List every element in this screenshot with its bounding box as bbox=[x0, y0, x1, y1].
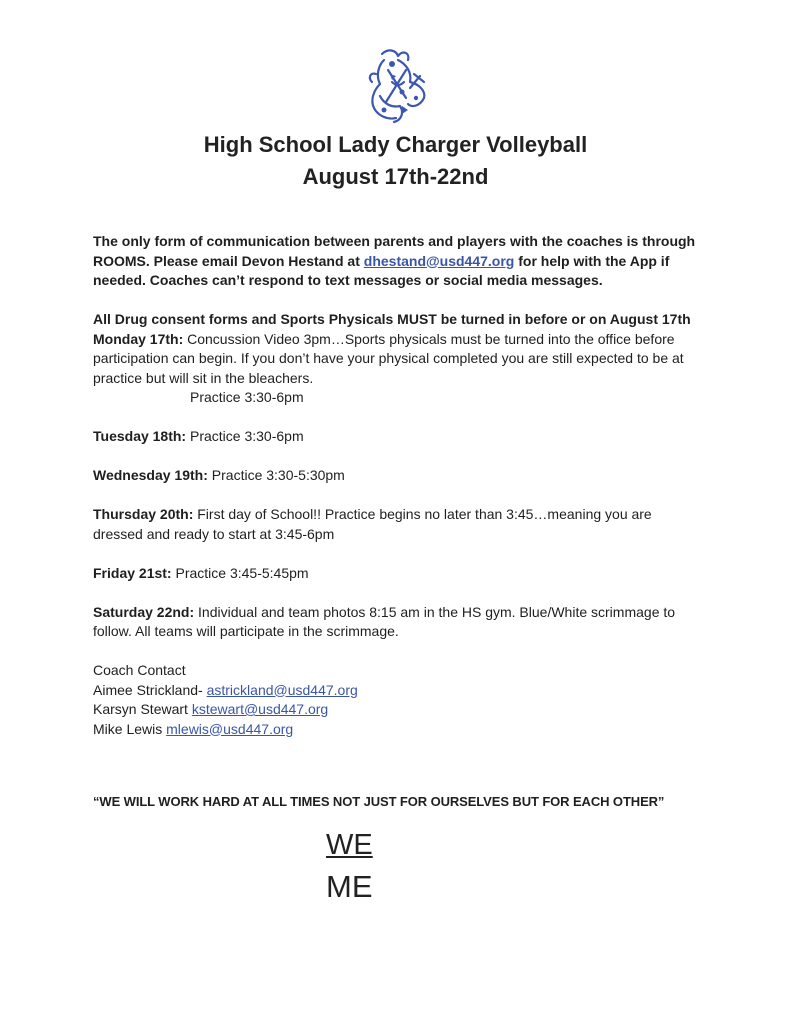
schedule-saturday: Saturday 22nd: Individual and team photos 8:15 am in the HS gym. Blue/White scrimmage to follow. All teams will participate in the scrimmage. bbox=[93, 603, 676, 639]
schedule-wednesday: Wednesday 19th: Practice 3:30-5:30pm bbox=[93, 467, 345, 483]
strickland-email-link[interactable]: astrickland@usd447.org bbox=[206, 681, 358, 698]
forms-notice: All Drug consent forms and Sports Physicals MUST be turned in before or on August 17th bbox=[93, 311, 691, 327]
we-text: WE bbox=[326, 829, 373, 861]
charger-logo-icon bbox=[362, 46, 432, 124]
me-text: ME bbox=[326, 869, 373, 904]
document-body bbox=[93, 232, 703, 739]
schedule-monday-practice: Practice 3:30-6pm bbox=[190, 389, 304, 405]
schedule-friday: Friday 21st: Practice 3:45-5:45pm bbox=[93, 564, 309, 581]
hestand-email-link[interactable]: dhestand@usd447.org bbox=[363, 252, 515, 269]
coach-contact-stewart: Karsyn Stewart kstewart@usd447.org bbox=[93, 701, 329, 717]
intro-paragraph: The only form of communication between parents and players with the coaches is through ROOMS. Please email Devon Hestand at dhestand@usd447.org for help with the App if needed. Coaches can’t respond to text messages or social media messages. bbox=[93, 233, 696, 288]
stewart-email-link[interactable]: kstewart@usd447.org bbox=[191, 701, 329, 717]
coach-contact-strickland: Aimee Strickland- astrickland@usd447.org bbox=[93, 681, 358, 698]
schedule-tuesday: Tuesday 18th: Practice 3:30-6pm bbox=[93, 428, 304, 444]
coach-contact-lewis: Mike Lewis mlewis@usd447.org bbox=[93, 720, 294, 737]
coach-contact-heading: Coach Contact bbox=[93, 662, 186, 678]
team-motto-quote: “WE WILL WORK HARD AT ALL TIMES NOT JUST FOR OURSELVES BUT FOR EACH OTHER” bbox=[93, 794, 665, 809]
lewis-email-link[interactable]: mlewis@usd447.org bbox=[166, 720, 294, 737]
schedule-monday: Monday 17th: Concussion Video 3pm…Sports physicals must be turned into the office before participation can begin. If you don’t have your physical completed you are still expected to be at practice but will sit in the bleachers. bbox=[93, 330, 684, 386]
schedule-thursday: Thursday 20th: First day of School!! Practice begins no later than 3:45…meaning you are dressed and ready to start at 3:45-6pm bbox=[93, 506, 652, 542]
page-title: High School Lady Charger Volleyball bbox=[203, 132, 588, 157]
page-subtitle-dates: August 17th-22nd bbox=[302, 164, 489, 189]
